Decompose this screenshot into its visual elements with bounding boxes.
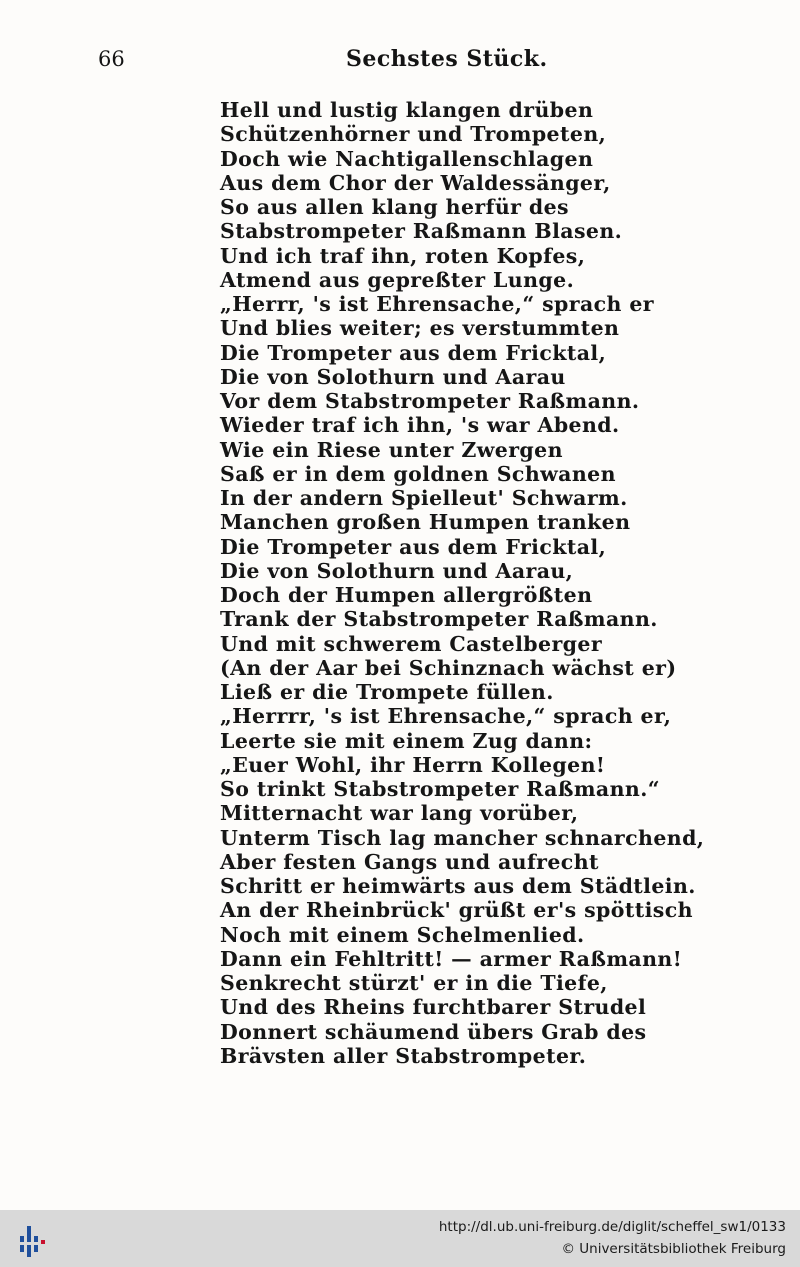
poem-line: Ließ er die Trompete füllen. [220,680,554,704]
poem-line: Donnert schäumend übers Grab des [220,1019,647,1044]
poem-line: Noch mit einem Schelmenlied. [220,922,585,947]
poem-line: Die von Solothurn und Aarau, [220,558,574,583]
logo-bar [27,1226,31,1242]
poem-line: Und mit schwerem Castelberger [220,631,603,656]
viewer-footer [0,1210,800,1267]
poem-line: Stabstrompeter Raßmann Blasen. [220,219,623,244]
poem-line: Wieder traf ich ihn, 's war Abend. [220,413,620,438]
poem-line: „Herrrr, 's ist Ehrensache,“ sprach er, [220,704,672,729]
poem-line: „Herrr, 's ist Ehrensache,“ sprach er [220,292,654,316]
poem-line: Schritt er heimwärts aus dem Städtlein. [220,874,696,898]
poem [220,98,705,1068]
poem-line: „Euer Wohl, ihr Herrn Kollegen! [220,752,606,777]
poem-line: Trank der Stabstrompeter Raßmann. [220,607,658,632]
page-number: 66 [98,47,125,71]
poem-line: Saß er in dem goldnen Schwanen [220,461,616,486]
logo-bar [20,1236,24,1242]
poem-line: Atmend aus gepreßter Lunge. [220,267,575,292]
poem-line: Doch der Humpen allergrößten [220,583,593,607]
poem-line: Manchen großen Humpen tranken [220,510,631,535]
copyright-notice: © Universitätsbibliothek Freiburg [561,1241,786,1257]
logo-bar [20,1245,24,1252]
poem-line: Senkrecht stürzt' er in die Tiefe, [220,971,608,995]
poem-line: An der Rheinbrück' grüßt er's spöttisch [220,898,693,923]
poem-line: Die von Solothurn und Aarau [220,364,566,389]
poem-line: (An der Aar bei Schinznach wächst er) [220,655,677,680]
logo-bar [34,1245,38,1252]
logo-accent [41,1240,45,1244]
poem-line: Vor dem Stabstrompeter Raßmann. [220,389,640,413]
poem-line: Aber festen Gangs und aufrecht [220,849,599,874]
poem-line: Schützenhörner und Trompeten, [220,122,607,147]
poem-line: Und des Rheins furchtbarer Strudel [220,995,647,1020]
source-url-link[interactable]: http://dl.ub.uni-freiburg.de/diglit/scheffel_sw1/0133 [438,1219,786,1235]
poem-line: Mitternacht war lang vorüber, [220,801,579,826]
poem-line: Doch wie Nachtigallenschlagen [220,146,594,171]
poem-line: Unterm Tisch lag mancher schnarchend, [220,825,705,850]
poem-line: In der andern Spielleut' Schwarm. [220,486,628,510]
poem-line: Leerte sie mit einem Zug dann: [220,728,593,753]
poem-line: Dann ein Fehltritt! — armer Raßmann! [220,946,683,971]
poem-line: So aus allen klang herfür des [220,195,569,219]
poem-line: Hell und lustig klangen drüben [220,98,594,122]
poem-line: Aus dem Chor der Waldessänger, [220,170,611,195]
poem-line: Die Trompeter aus dem Fricktal, [220,340,607,365]
poem-line: So trinkt Stabstrompeter Raßmann.“ [220,777,660,801]
poem-line: Und ich traf ihn, roten Kopfes, [220,243,586,268]
logo-bar [34,1236,38,1242]
poem-line: Wie ein Riese unter Zwergen [220,437,563,462]
ub-freiburg-logo-icon[interactable] [12,1218,52,1262]
poem-line: Und blies weiter; es verstummten [220,316,620,341]
poem-line: Die Trompeter aus dem Fricktal, [220,534,607,559]
running-title: Sechstes Stück. [346,46,548,72]
poem-line: Brävsten aller Stabstrompeter. [220,1043,587,1068]
logo-bar [27,1245,31,1257]
